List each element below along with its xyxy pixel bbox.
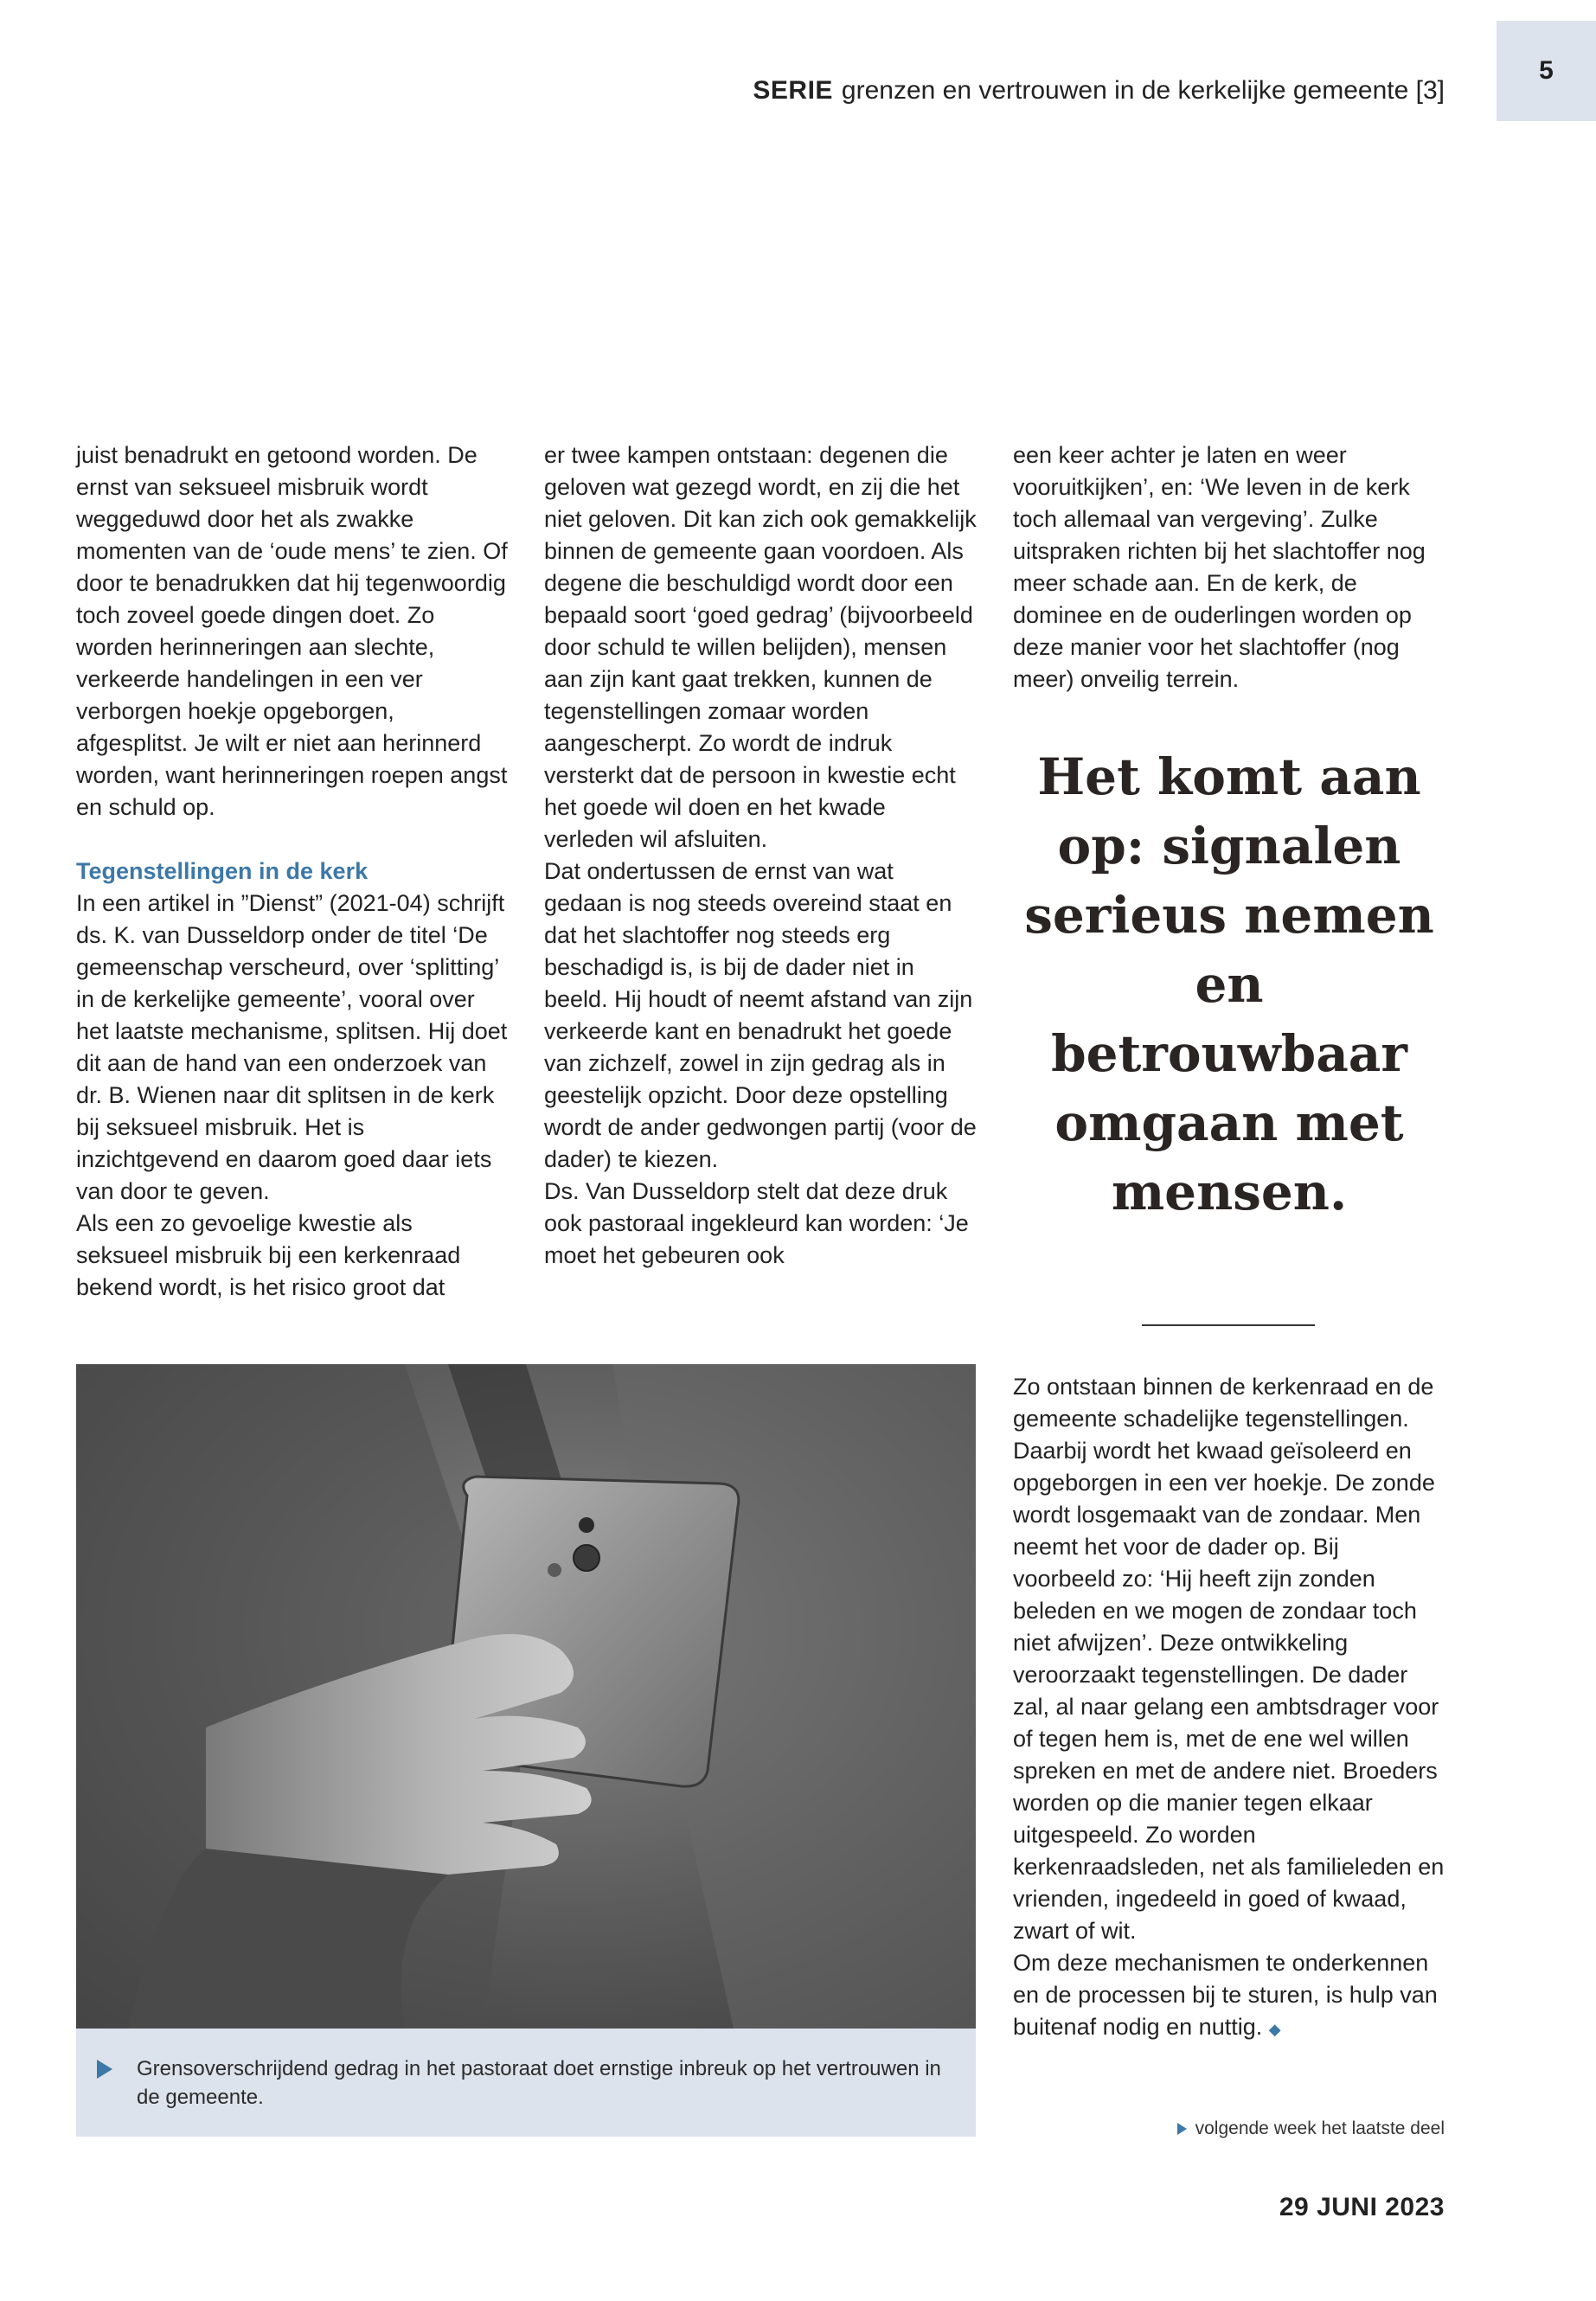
paragraph: Zo ontstaan binnen de kerkenraad en de gemeente schadelijke tegenstellingen. Daarbij wordt het kwaad geïsoleerd en opgeborgen in een ver hoekje. De zonde wordt losgemaakt van de zondaar. Men neemt het voor de dader op. Bij voorbeeld zo: ‘Hij heeft zijn zonden beleden en we mogen de zondaar toch niet afwijzen’. Deze ontwikkeling veroorzaakt tegenstellingen. De dader zal, al naar gelang een ambtsdrager voor of tegen hem is, met de ene wel willen spreken en met de andere niet. Broeders worden op die manier tegen elkaar uitgespeeld. Zo worden kerkenraadsleden, net als familieleden en vrienden, ingedeeld in goed of kwaad, zwart of wit. — [1013, 1374, 1445, 1944]
paragraph: Ds. Van Dusseldorp stelt dat deze druk ook pastoraal ingekleurd kan worden: ‘Je moet het gebeuren ook — [544, 1178, 969, 1268]
article-photo — [76, 1364, 976, 2029]
paragraph: er twee kampen ontstaan: degenen die geloven wat gezegd wordt, en zij die het niet geloven. Dit kan zich ook gemakkelijk binnen de gemeente gaan voordoen. Als degene die beschuldigd wordt door een bepaald soort ‘goed gedrag’ (bijvoorbeeld door schuld te willen belijden), mensen aan zijn kant gaat trekken, kunnen de tegenstellingen zomaar worden aangescherpt. Zo wordt de indruk versterkt dat de persoon in kwestie echt het goede wil doen en het kwade verleden wil afsluiten. — [544, 442, 977, 852]
hand-holding-phone-illustration — [76, 1364, 976, 2029]
pull-quote: Het komt aan op: signalen serieus nemen en betrouwbaar omgaan met mensen. — [1024, 747, 1434, 1221]
page-number: 5 — [1539, 56, 1554, 85]
article-column-2 — [544, 439, 977, 1272]
paragraph: een keer achter je laten en weer vooruitkijken’, en: ‘We leven in de kerk toch allemaal van vergeving’. Zulke uitspraken richten bij het slachtoffer nog meer schade aan. En de kerk, de dominee en de ouderlingen worden op deze manier voor het slachtoffer (nog meer) onveilig terrein. — [1013, 442, 1426, 692]
article-column-3-bottom — [1013, 1371, 1445, 2046]
next-week-text: volgende week het laatste deel — [1195, 2118, 1445, 2138]
article-column-1 — [76, 439, 509, 1304]
paragraph: In een artikel in ”Dienst” (2021-04) schrijft ds. K. van Dusseldorp onder de titel ‘De gemeenschap verscheurd, over ‘splitting’ in de kerkelijke gemeente’, vooral over het laatste mechanisme, splitsen. Hij doet dit aan de hand van een onderzoek van dr. B. Wienen naar dit splitsen in de kerk bij seksueel misbruik. Het is inzichtgevend en daarom goed daar iets van door te geven. — [76, 890, 508, 1204]
caption-text: Grensoverschrijdend gedrag in het pastoraat doet ernstige inbreuk op het vertrouwen in de gemeente. — [137, 2057, 941, 2109]
paragraph: Als een zo gevoelige kwestie als seksueel misbruik bij een kerkenraad bekend wordt, is het risico groot dat — [76, 1210, 461, 1300]
paragraph — [1013, 1947, 1445, 2046]
page-number-tab — [1497, 21, 1596, 121]
issue-date: 29 JUNI 2023 — [1279, 2193, 1445, 2221]
series-label: SERIE — [753, 76, 833, 105]
article-column-3-top — [1013, 439, 1445, 695]
paragraph-text: Om deze mechanismen te onderkennen en de processen bij te sturen, is hulp van buitenaf nodig en nuttig. — [1013, 1950, 1438, 2040]
series-title: grenzen en vertrouwen in de kerkelijke gemeente [3] — [841, 76, 1445, 105]
running-header — [753, 76, 1445, 106]
pull-quote-divider — [1142, 1324, 1315, 1326]
photo-caption — [76, 2029, 976, 2137]
paragraph: juist benadrukt en getoond worden. De ernst van seksueel misbruik wordt weggeduwd door het als zwakke momenten van de ‘oude mens’ te zien. Of door te benadrukken dat hij tegenwoordig toch zoveel goede dingen doet. Zo worden herinneringen aan slechte, verkeerde handelingen in een ver verborgen hoekje opgeborgen, afgesplitst. Je wilt er niet aan herinnerd worden, want herinneringen roepen angst en schuld op. — [76, 442, 508, 820]
end-of-article-icon: ◆ — [1268, 2021, 1281, 2038]
arrow-right-icon — [1177, 2123, 1187, 2135]
caption-arrow-icon — [97, 2060, 112, 2079]
section-subhead: Tegenstellingen in de kerk — [76, 858, 369, 884]
next-week-note — [1177, 2118, 1445, 2139]
paragraph: Dat ondertussen de ernst van wat gedaan is nog steeds overeind staat en dat het slachtoffer nog steeds erg beschadigd is, is bij de dader niet in beeld. Hij houdt of neemt afstand van zijn verkeerde kant en benadrukt het goede van zichzelf, zowel in zijn gedrag als in geestelijk opzicht. Door deze opstelling wordt de ander gedwongen partij (voor de dader) te kiezen. — [544, 858, 977, 1172]
